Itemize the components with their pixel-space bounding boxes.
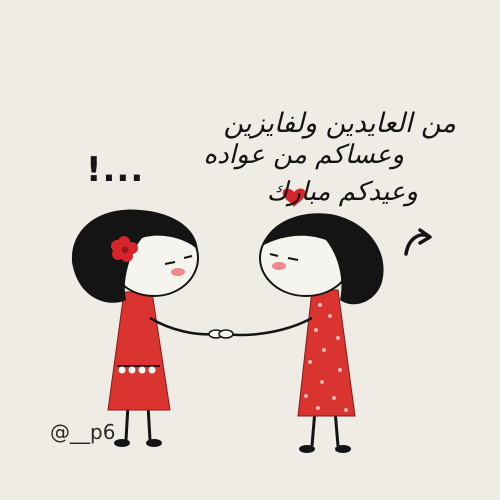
greeting-line-1: من العايدين ولفايزين — [223, 108, 456, 139]
right-girl — [222, 213, 384, 453]
left-girl — [72, 210, 218, 447]
curved-arrow-icon — [406, 235, 428, 254]
exclamation-mark: !... — [86, 150, 145, 190]
watermark: @__p6 — [50, 420, 116, 444]
held-hands — [209, 330, 233, 338]
greeting-line-3: وعيدكم مبارك — [266, 177, 418, 207]
left-girl-dress — [108, 292, 170, 410]
greeting-line-2: وعساكم من عواده — [203, 140, 404, 170]
